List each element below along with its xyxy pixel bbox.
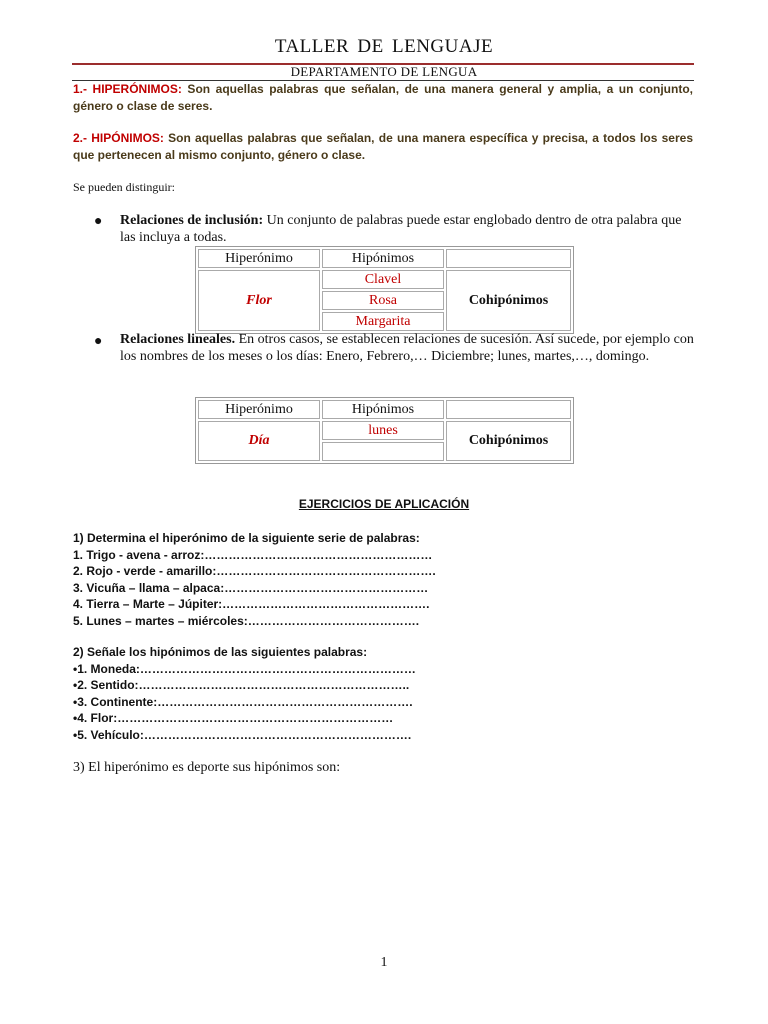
header-hyponyms: Hipónimos: [322, 400, 444, 419]
hyponym-cell: Rosa: [322, 291, 444, 310]
exercise-item: 4. Tierra – Marte – Júpiter:…………………………………………….: [73, 597, 430, 611]
exercises-title: EJERCICIOS DE APLICACIÓN: [298, 497, 470, 511]
definition-text: Son aquellas palabras que señalan, de una manera general y amplia, a un conjunto, género o clase de seres.: [73, 82, 693, 113]
exercise-item: •5. Vehículo:………………………………………………………….: [73, 727, 412, 742]
exercise-prompt: 1) Determina el hiperónimo de la siguiente serie de palabras:: [73, 531, 420, 545]
header-empty: [446, 249, 571, 268]
page-number: 1: [380, 955, 388, 970]
exercise-item: •3. Continente:……………………………………………………….: [73, 694, 413, 709]
cohyponyms-cell: Cohipónimos: [446, 270, 571, 331]
hyponym-cell: [322, 442, 444, 461]
hyperonym-cell: Flor: [198, 270, 320, 331]
header-empty: [446, 400, 571, 419]
exercise-item: 3. Vicuña – llama – alpaca:……………………………………………: [73, 580, 429, 595]
definition-hyponyms: [73, 130, 693, 164]
bullet-icon: ●: [94, 214, 103, 229]
intro-text: Se pueden distinguir:: [73, 180, 175, 194]
header-hyponyms: Hipónimos: [322, 249, 444, 268]
header-hyperonym: Hiperónimo: [198, 249, 320, 268]
exercise-item: 1. Trigo - avena - arroz:…………………………………………………: [73, 547, 433, 562]
cohyponyms-cell: Cohipónimos: [446, 421, 571, 461]
exercise-3: 3) El hiperónimo es deporte sus hipónimos son:: [73, 760, 341, 775]
relation-text: Un conjunto de palabras puede estar englobado dentro de otra palabra que las incluya a todas.: [120, 213, 682, 245]
linear-table: [195, 397, 574, 464]
hyponym-cell: Clavel: [322, 270, 444, 289]
exercise-2: [73, 644, 416, 743]
exercise-item: •4. Flor:……………………………………………………………: [73, 711, 394, 725]
relation-label: Relaciones de inclusión:: [120, 213, 264, 228]
hyperonym-cell: Día: [198, 421, 320, 461]
bullet-icon: ●: [94, 334, 103, 349]
definition-term: 1.- HIPERÓNIMOS:: [73, 82, 182, 96]
exercise-prompt: 2) Señale los hipónimos de las siguientes palabras:: [73, 645, 368, 659]
definition-text: Son aquellas palabras que señalan, de una manera específica y precisa, a todos los seres que pertenecen al mismo conjunto, género o clase.: [73, 131, 693, 162]
relation-linear: [120, 331, 695, 365]
definition-term: 2.- HIPÓNIMOS:: [73, 131, 164, 145]
exercise-item: •1. Moneda:……………………………………………………………: [73, 661, 416, 676]
hyponym-cell: lunes: [322, 421, 444, 440]
header-hyperonym: Hiperónimo: [198, 400, 320, 419]
page-title: TALLER DE LENGUAJE: [274, 36, 494, 57]
exercise-item: 2. Rojo - verde - amarillo:……………………………………………….: [73, 564, 436, 578]
hyponym-cell: Margarita: [322, 312, 444, 331]
exercise-1: [73, 530, 436, 629]
department-heading: DEPARTAMENTO DE LENGUA: [290, 64, 478, 79]
relation-inclusion: [120, 212, 695, 246]
relation-text: En otros casos, se establecen relaciones de sucesión. Así sucede, por ejemplo con los nombres de los meses o los días: Enero, Febrero,… Diciembre; lunes, martes,…, domingo.: [120, 332, 694, 364]
exercise-item: 5. Lunes – martes – miércoles:…………………………………….: [73, 613, 420, 628]
inclusion-table: [195, 246, 574, 334]
exercise-item: •2. Sentido:…………………………………………………………..: [73, 678, 410, 692]
relation-label: Relaciones lineales.: [120, 332, 236, 347]
definition-hyperonyms: [73, 81, 693, 115]
